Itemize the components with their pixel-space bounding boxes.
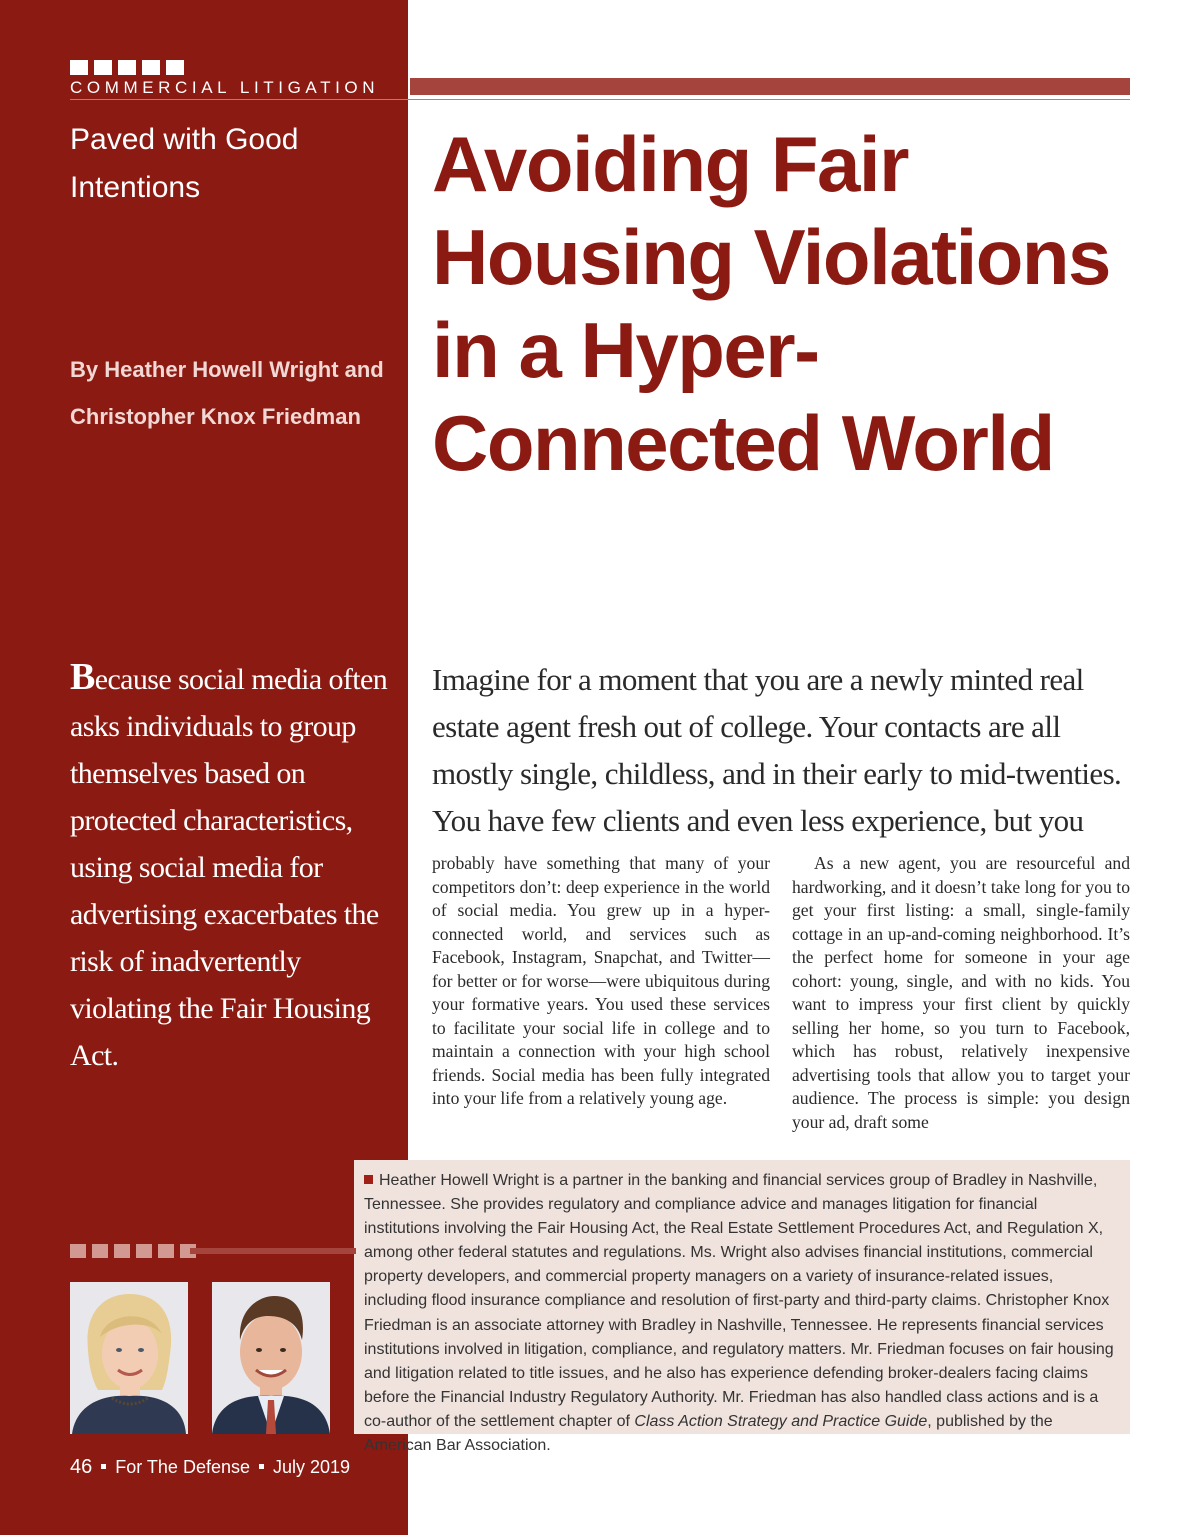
square-ornament (158, 1244, 174, 1258)
section-squares-bottom (70, 1244, 196, 1258)
author-photo-man-icon (212, 1282, 330, 1434)
bio-tail: , published by the American Bar Association. (364, 1412, 1053, 1455)
square-ornament (92, 1244, 108, 1258)
square-ornament (142, 60, 160, 75)
byline (70, 346, 405, 440)
kicker: Paved with Good Intentions (70, 123, 299, 204)
page-footer (70, 1455, 350, 1479)
bullet-icon (259, 1464, 264, 1469)
drop-cap: B (70, 656, 95, 698)
square-ornament (136, 1244, 152, 1258)
lede-paragraph: Imagine for a moment that you are a newly minted real estate agent fresh out of college. Your contacts are all mostly single, childless, and in their early to mid-twenties. You have few clients and even less experience, but you (432, 662, 1122, 838)
square-ornament (118, 60, 136, 75)
section-label: COMMERCIAL LITIGATION (70, 78, 380, 97)
author-bio-text (364, 1169, 1116, 1458)
square-ornament (166, 60, 184, 75)
pull-quote (70, 654, 390, 1079)
publication-name: For The Defense (115, 1457, 250, 1477)
square-ornament (70, 60, 88, 75)
byline-line-1: By Heather Howell Wright and (70, 357, 384, 382)
bio-book-title: Class Action Strategy and Practice Guide (634, 1412, 928, 1430)
pull-quote-text: ecause social media often asks individuals to group themselves based on protected characteristics, using social media for advertising exacerbates the risk of inadvertently violating the Fair Housing Act. (70, 663, 388, 1072)
square-ornament (114, 1244, 130, 1258)
bio-body: Heather Howell Wright is a partner in the banking and financial services group of Bradley in Nashville, Tennessee. She provides regulatory and compliance advice and manages litigation for financial institutions involving the Fair Housing Act, the Real Estate Settlement Procedures Act, and Regulation X, among other federal statutes and regulations. Ms. Wright also advises financial institutions, commercial property developers, and commercial property managers on a variety of insurance-related issues, including flood insurance compliance and resolution of first-party and third-party claims. Christopher Knox Friedman is an associate attorney with Bradley in Nashville, Tennessee. He represents financial services institutions involved in litigation, compliance, and regulatory matters. Mr. Friedman focuses on fair housing and litigation related to title issues, and he also has experience defending broker-dealers facing claims before the Financial Industry Regulatory Authority. Mr. Friedman has also handled class actions and is a co-author of the settlement chapter of (364, 1172, 1114, 1430)
body-column-2: As a new agent, you are resourceful and hardworking, and it doesn’t take long for you to get your first listing: a small, single-family cottage in an up-and-coming neighborhood. It’s the perfect home for someone in your age cohort: young, single, and with no kids. You want to impress your first client by quickly selling her home, so you turn to Facebook, which has robust, relatively inexpensive advertising tools that allow you to target your audience. The process is simple: you design your ad, draft some (792, 853, 1130, 1132)
section-rule (410, 78, 1130, 95)
byline-line-2: Christopher Knox Friedman (70, 404, 361, 429)
author-photo-wright (70, 1282, 188, 1434)
square-ornament (70, 1244, 86, 1258)
author-photo-friedman (212, 1282, 330, 1434)
section-rule-thin (70, 99, 1130, 100)
section-squares-top (70, 60, 184, 75)
bullet-icon (101, 1464, 106, 1469)
body-column-1: probably have something that many of your competitors don’t: deep experience in the world of social media. You grew up in a hyper-connected world, and services such as Facebook, Instagram, Snapchat, and Twitter—for better or for worse—were ubiquitous during your formative years. You used these services to facilitate your social life in college and to maintain a connection with your high school friends. Social media has been fully integrated into your life from a relatively young age. (432, 853, 770, 1108)
square-ornament (94, 60, 112, 75)
bio-square-icon (364, 1175, 373, 1184)
issue-date: July 2019 (273, 1457, 351, 1477)
page-number: 46 (70, 1456, 93, 1478)
bottom-rule (190, 1248, 356, 1254)
article-title: Avoiding Fair Housing Violations in a Hyper-Connected World (432, 120, 1110, 487)
author-photo-woman-icon (70, 1282, 188, 1434)
